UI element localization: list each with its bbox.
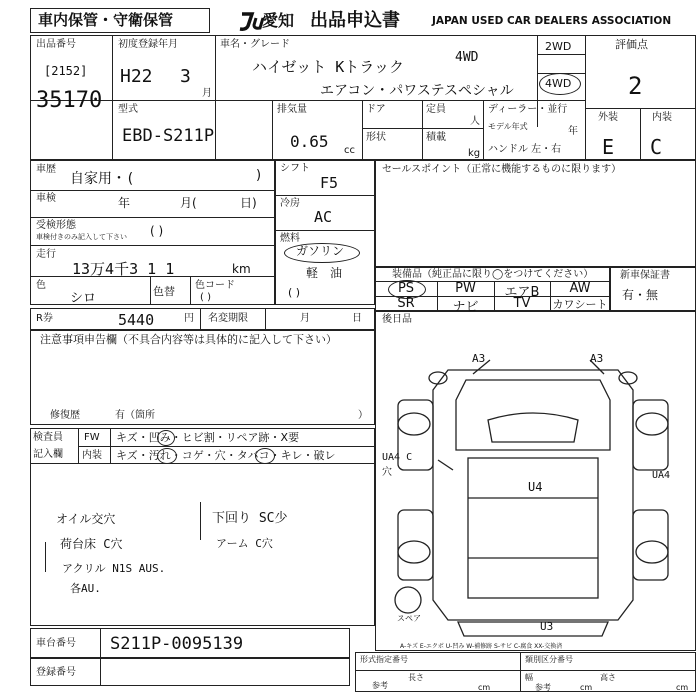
equipment-item-sr: SR xyxy=(397,296,415,311)
inspection-day: 日) xyxy=(240,196,257,210)
ac-value: AC xyxy=(314,208,333,226)
inspector-line1-head: FW xyxy=(84,432,100,443)
mark-rear: U3 xyxy=(540,620,554,633)
mark-spare: スペア xyxy=(397,614,421,623)
disp-value: 0.65 xyxy=(290,132,329,151)
dealer-label: ディーラー・並行 xyxy=(488,104,568,115)
fuel-light-oil: 軽 油 xyxy=(306,266,343,280)
drive-4wd: 4WD xyxy=(545,77,572,90)
name-change-label: 名変期限 xyxy=(208,313,248,324)
sales-point-box xyxy=(375,160,696,267)
name-change-day: 日 xyxy=(352,313,362,324)
bottom-left-ref: 参考 xyxy=(372,681,388,690)
received-note: 車検付きのみ記入して下さい xyxy=(36,233,127,241)
bottom-width-label: 幅 xyxy=(525,673,533,682)
inspector-line2-head: 内装 xyxy=(82,450,102,461)
repair-close: ） xyxy=(358,410,368,421)
equipment-label: 装備品（純正品に限り◯をつけてください） xyxy=(392,269,594,280)
history-label: 車歴 xyxy=(36,164,56,175)
equipment-item-ps: PS xyxy=(397,281,415,296)
ext-value: E xyxy=(602,135,615,159)
name-change-month: 月 xyxy=(300,313,310,324)
inspection-month: 月( xyxy=(180,196,197,210)
model-label: 型式 xyxy=(118,104,138,115)
storage-label: 車内保管・守衛保管 xyxy=(38,11,174,29)
shape-label: 形状 xyxy=(366,132,386,143)
disp-label: 排気量 xyxy=(277,104,307,115)
inspection-label: 車検 xyxy=(36,193,56,204)
code-paren: ( ) xyxy=(200,292,211,303)
chassis-value: S211P-0095139 xyxy=(110,634,244,654)
handwritten-note-4: 各AU. xyxy=(70,582,101,595)
received-label: 受検形態 xyxy=(36,220,76,231)
capacity-label: 定員 xyxy=(426,104,446,115)
color-value: シロ xyxy=(70,291,97,306)
warranty-value: 有・無 xyxy=(622,288,659,302)
equipment-item-tv: TV xyxy=(513,296,531,311)
handwritten-note-1: オイル交穴 xyxy=(56,512,116,526)
equipment-item-leather: カワシート xyxy=(552,298,608,311)
bottom-length-label: 長さ xyxy=(408,673,424,682)
handwritten-note-5: 下回り SC少 xyxy=(212,511,288,526)
damage-legend: A-キズ E-エクボ U-凹み W-補修跡 S-サビ C-腐食 XX-交換済 xyxy=(400,643,563,650)
reg-label: 初度登録年月 xyxy=(118,39,178,50)
mark-right-side: UA4 xyxy=(652,470,671,481)
recycle-box xyxy=(30,308,375,330)
code-label: 色コード xyxy=(195,280,235,291)
recycle-unit: 円 xyxy=(184,313,194,324)
recycle-label: R券 xyxy=(36,313,53,324)
paint-label: 色替 xyxy=(153,285,175,298)
repair-value: 有（箇所 xyxy=(115,410,155,421)
drive-2wd: 2WD xyxy=(545,40,572,53)
sales-point-label: セールスポイント（正常に機能するものに限ります） xyxy=(382,164,622,175)
inspection-year: 年 xyxy=(118,196,131,210)
registration-label: 登録番号 xyxy=(36,667,76,678)
int-value: C xyxy=(650,135,663,159)
mark-center: U4 xyxy=(528,480,543,494)
assoc-name: JAPAN USED CAR DEALERS ASSOCIATION xyxy=(432,15,672,27)
received-paren: ( ) xyxy=(150,224,164,238)
model-year-label: モデル年式 xyxy=(488,122,528,131)
repair-label: 修復歴 xyxy=(50,410,80,421)
load-unit: kg xyxy=(468,148,481,159)
rear-seat-label: 後日品 xyxy=(382,314,412,325)
fuel-gas: ガソリン xyxy=(296,244,345,258)
form-title: 出品申込書 xyxy=(310,10,400,31)
bottom-height-label: 高さ xyxy=(600,673,616,682)
equipment-item-navi: ナビ xyxy=(452,300,479,315)
mileage-unit: km xyxy=(232,262,251,276)
history-value: 自家用・( xyxy=(70,171,135,187)
warranty-label: 新車保証書 xyxy=(620,270,670,281)
handwritten-note-3: アクリル N1S AUS. xyxy=(62,562,166,575)
equipment-item-airbag: エアB xyxy=(504,285,540,300)
model-value: EBD-S211P xyxy=(122,126,215,146)
shift-value: F5 xyxy=(320,174,339,192)
door-label: ドア xyxy=(366,104,386,115)
inspector-note-label: 記入欄 xyxy=(33,449,63,460)
inspector-circle-1 xyxy=(157,430,175,446)
name-value: ハイゼット Kトラック xyxy=(252,58,405,76)
fuel-label: 燃料 xyxy=(280,233,300,244)
name-label: 車名・グレード xyxy=(220,39,290,50)
bottom-unit-2: cm xyxy=(580,683,593,692)
lot-sub: [2152] xyxy=(44,64,88,78)
shift-label: シフト xyxy=(280,163,310,174)
recycle-value: 5440 xyxy=(118,311,155,329)
inspector-circle-2 xyxy=(157,448,177,464)
fuel-paren: ( ) xyxy=(288,286,301,299)
notes-label: 注意事項申告欄（不具合内容等は具体的に記入して下さい） xyxy=(40,333,337,346)
equipment-item-aw: AW xyxy=(569,281,591,296)
bottom-unit-3: cm xyxy=(676,683,689,692)
registration-box xyxy=(30,658,350,686)
reg-month-unit: 月 xyxy=(202,88,212,99)
inspector-label: 検査員 xyxy=(33,432,63,443)
score-value: 2 xyxy=(628,72,643,100)
lot-label: 出品番号 xyxy=(36,39,76,50)
reg-month: 3 xyxy=(180,66,191,87)
reg-era: H22 xyxy=(120,66,153,87)
history-close: ) xyxy=(256,168,262,183)
grade-value: エアコン・パワステスペシャル xyxy=(320,83,514,99)
mark-left-side: UA4 C穴 xyxy=(382,452,413,478)
inspector-circle-3 xyxy=(255,448,275,464)
org-name: 愛知 xyxy=(262,11,295,30)
mileage-value: 13万4千3 1 1 xyxy=(72,260,175,278)
handle-label: ハンドル 左・右 xyxy=(488,144,562,155)
ac-label: 冷房 xyxy=(280,198,300,209)
handwritten-note-2: 荷台床 C穴 xyxy=(60,537,123,551)
drive-circle xyxy=(539,73,581,95)
mark-front-right: A3 xyxy=(590,352,604,365)
load-label: 積載 xyxy=(426,132,446,143)
disp-unit: cc xyxy=(344,145,355,156)
inspector-line1: キズ・凹み・ヒビ割・リペア跡・X要 xyxy=(116,431,300,444)
bottom-right-label: 類別区分番号 xyxy=(525,655,573,664)
handwritten-note-6: アーム C穴 xyxy=(216,537,273,550)
drive-note: 4WD xyxy=(455,50,479,65)
equipment-item-pw: PW xyxy=(455,281,476,296)
bottom-right-ref: 参考 xyxy=(535,683,551,692)
score-label: 評価点 xyxy=(615,38,648,51)
year-unit: 年 xyxy=(568,126,578,137)
bottom-unit-1: cm xyxy=(478,683,491,692)
capacity-unit: 人 xyxy=(470,116,480,127)
chassis-label: 車台番号 xyxy=(36,638,76,649)
lot-number: 35170 xyxy=(36,88,103,113)
int-label: 内装 xyxy=(652,112,672,123)
ext-label: 外装 xyxy=(598,112,618,123)
mark-front-left: A3 xyxy=(472,352,486,365)
bottom-left-label: 形式指定番号 xyxy=(360,655,408,664)
color-label: 色 xyxy=(36,280,46,291)
mileage-label: 走行 xyxy=(36,249,56,260)
inspector-line2: キズ・汚れ・コゲ・穴・タバコ・キレ・破レ xyxy=(116,449,336,462)
